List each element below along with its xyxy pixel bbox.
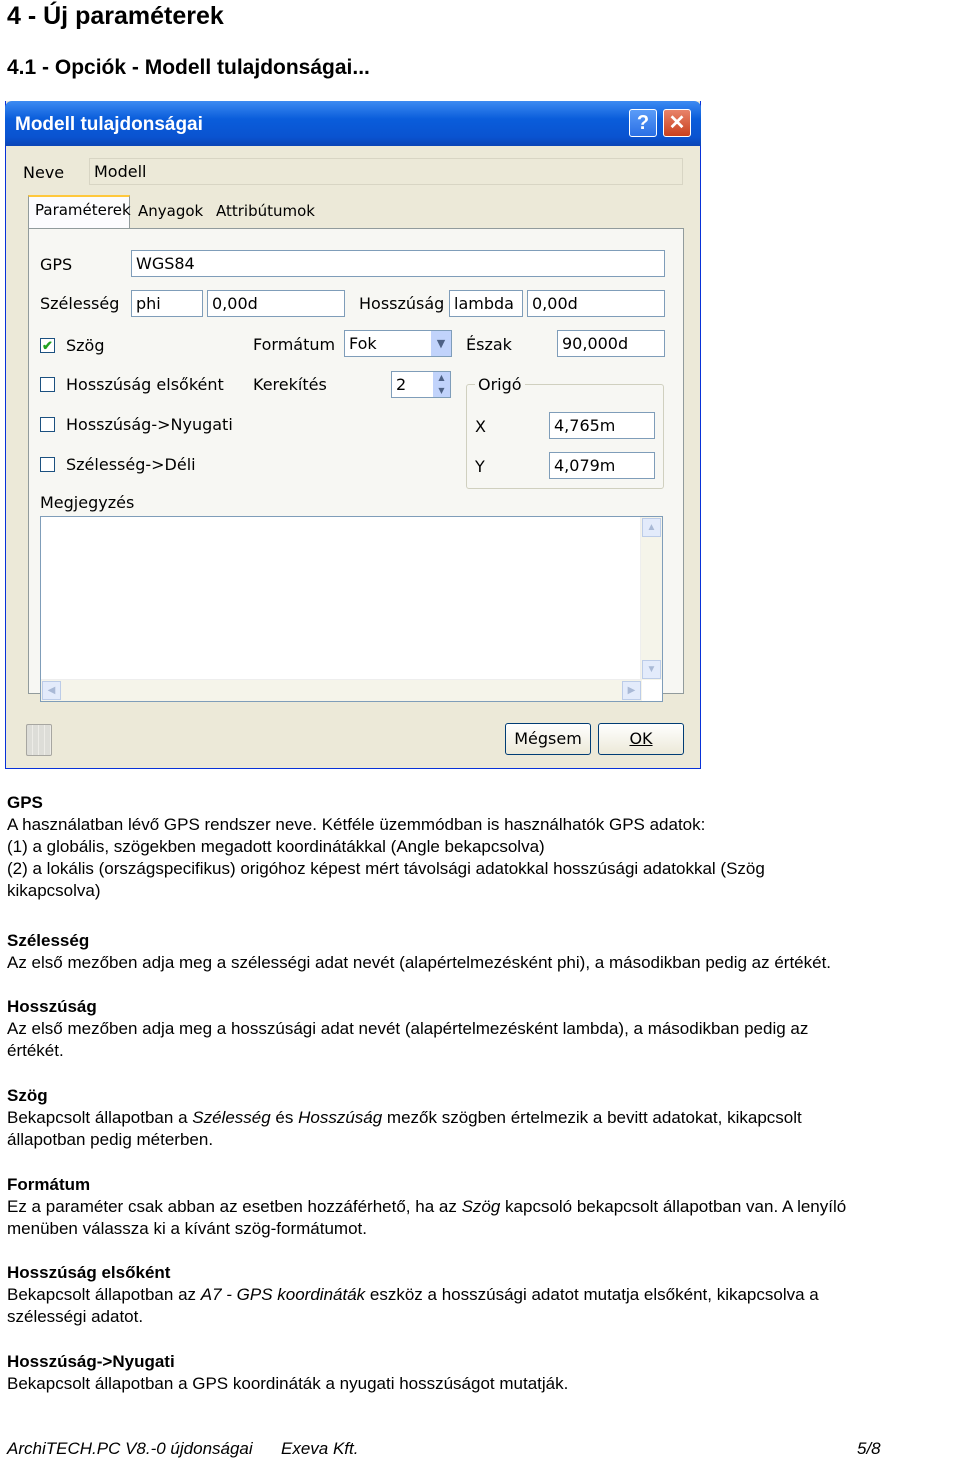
rounding-stepper[interactable] [391, 371, 451, 398]
longitude-west-label: Hosszúság->Nyugati [66, 415, 233, 434]
y-label: Y [475, 457, 485, 476]
paragraph-line: értékét. [7, 1041, 64, 1060]
section-title: Hosszúság [7, 997, 97, 1016]
origin-group [466, 375, 664, 489]
paragraph-line: kikapcsolva) [7, 881, 101, 900]
cancel-button[interactable]: Mégsem [505, 723, 591, 755]
scroll-right-icon[interactable]: ▶ [622, 681, 641, 700]
parameters-panel [28, 228, 684, 694]
chevron-down-icon[interactable]: ▼ [431, 331, 451, 356]
longitude-first-label: Hosszúság elsőként [66, 375, 224, 394]
section-title: Hosszúság->Nyugati [7, 1352, 175, 1371]
longitude-first-checkbox[interactable] [40, 377, 55, 392]
up-arrow-icon[interactable]: ▲ [438, 373, 445, 382]
rounding-label: Kerekítés [253, 375, 327, 394]
dialog-title: Modell tulajdonságai [15, 114, 203, 135]
ok-button[interactable]: OK [598, 723, 684, 755]
footer-company: Exeva Kft. [281, 1439, 359, 1458]
paragraph-line: (1) a globális, szögekben megadott koordinátákkal (Angle bekapcsolva) [7, 837, 545, 856]
paragraph-line: Bekapcsolt állapotban az A7 - GPS koordináták eszköz a hosszúsági adatot mutatja elsőként, kikapcsolva a [7, 1285, 819, 1304]
paragraph-line: A használatban lévő GPS rendszer neve. Kétféle üzemmódban is használhatók GPS adatok: [7, 815, 706, 834]
notes-textarea[interactable] [40, 516, 663, 702]
tab-attributes[interactable]: Attribútumok [216, 202, 315, 220]
paragraph-line: Az első mezőben adja meg a szélességi adat nevét (alapértelmezésként phi), a másodikban pedig az értékét. [7, 953, 832, 972]
section-longitude [7, 996, 957, 1062]
section-longitude-first [7, 1262, 957, 1328]
scroll-up-icon[interactable]: ▲ [642, 518, 661, 537]
model-properties-dialog [5, 101, 701, 769]
section-title: Formátum [7, 1175, 91, 1194]
name-field[interactable]: Modell [89, 158, 683, 185]
section-heading: 4.1 - Opciók - Modell tulajdonságai... [7, 56, 370, 79]
section-title: Hosszúság elsőként [7, 1263, 171, 1282]
latitude-value-input[interactable]: 0,00d [207, 290, 345, 317]
section-title: Szög [7, 1086, 48, 1105]
section-title: GPS [7, 793, 43, 812]
section-latitude [7, 930, 957, 974]
horizontal-scrollbar[interactable] [41, 679, 642, 701]
footer-page-number: 5/8 [857, 1439, 881, 1458]
format-dropdown[interactable] [344, 330, 452, 357]
paragraph-line: Bekapcsolt állapotban a Szélesség és Hosszúság mezők szögben értelmezik a bevitt adatokat, kikapcsolt [7, 1108, 802, 1127]
paragraph-line: állapotban pedig méterben. [7, 1130, 214, 1149]
gps-label: GPS [40, 255, 73, 274]
scroll-left-icon[interactable]: ◀ [42, 681, 61, 700]
origin-label: Origó [475, 375, 525, 394]
section-gps [7, 792, 957, 902]
notes-label: Megjegyzés [40, 493, 135, 512]
paragraph-line: Bekapcsolt állapotban a GPS koordináták a nyugati hosszúságot mutatják. [7, 1374, 569, 1393]
dialog-titlebar [5, 101, 701, 146]
section-format [7, 1174, 957, 1240]
close-icon[interactable]: ✕ [663, 109, 691, 137]
longitude-west-checkbox[interactable] [40, 417, 55, 432]
paragraph-line: (2) a lokális (országspecifikus) origóhoz képest mért távolsági adatokkal hosszúsági adatokkal (Szög [7, 859, 765, 878]
y-input[interactable]: 4,079m [549, 452, 655, 479]
angle-label: Szög [66, 336, 105, 355]
angle-checkbox[interactable]: ✔ [40, 338, 55, 353]
paragraph-line: Ez a paraméter csak abban az esetben hozzáférhető, ha az Szög kapcsoló bekapcsolt állapotban van. A lenyíló [7, 1197, 847, 1216]
format-value: Fok [349, 334, 377, 353]
latitude-south-label: Szélesség->Déli [66, 455, 196, 474]
latitude-label: Szélesség [40, 294, 120, 313]
help-icon[interactable]: ? [629, 109, 657, 137]
scroll-down-icon[interactable]: ▼ [642, 660, 661, 679]
x-label: X [475, 417, 486, 436]
format-label: Formátum [253, 335, 336, 354]
chapter-heading: 4 - Új paraméterek [7, 2, 224, 30]
tab-parameters[interactable]: Paraméterek [28, 195, 130, 229]
section-angle [7, 1085, 957, 1151]
paragraph-line: Az első mezőben adja meg a hosszúsági adat nevét (alapértelmezésként lambda), a másodikban pedig az [7, 1019, 809, 1038]
latitude-south-checkbox[interactable] [40, 457, 55, 472]
footer-product: ArchiTECH.PC V8.-0 újdonságai [7, 1439, 253, 1458]
vertical-scrollbar[interactable] [640, 517, 662, 680]
paragraph-line: szélességi adatot. [7, 1307, 144, 1326]
latitude-name-input[interactable]: phi [131, 290, 203, 317]
section-title: Szélesség [7, 931, 90, 950]
stepper-arrows[interactable] [433, 372, 450, 397]
x-input[interactable]: 4,765m [549, 412, 655, 439]
down-arrow-icon[interactable]: ▼ [438, 385, 445, 395]
longitude-label: Hosszúság [359, 294, 445, 313]
longitude-name-input[interactable]: lambda [449, 290, 523, 317]
rounding-value: 2 [396, 375, 407, 394]
north-input[interactable]: 90,000d [557, 330, 665, 357]
paragraph-line: menüben válassza ki a kívánt szög-formátumot. [7, 1219, 367, 1238]
calculator-icon[interactable] [26, 724, 52, 756]
longitude-value-input[interactable]: 0,00d [527, 290, 665, 317]
tab-materials[interactable]: Anyagok [138, 202, 204, 220]
name-label: Neve [23, 163, 65, 182]
north-label: Észak [466, 335, 512, 354]
section-longitude-west [7, 1351, 957, 1395]
gps-input[interactable]: WGS84 [131, 250, 665, 277]
